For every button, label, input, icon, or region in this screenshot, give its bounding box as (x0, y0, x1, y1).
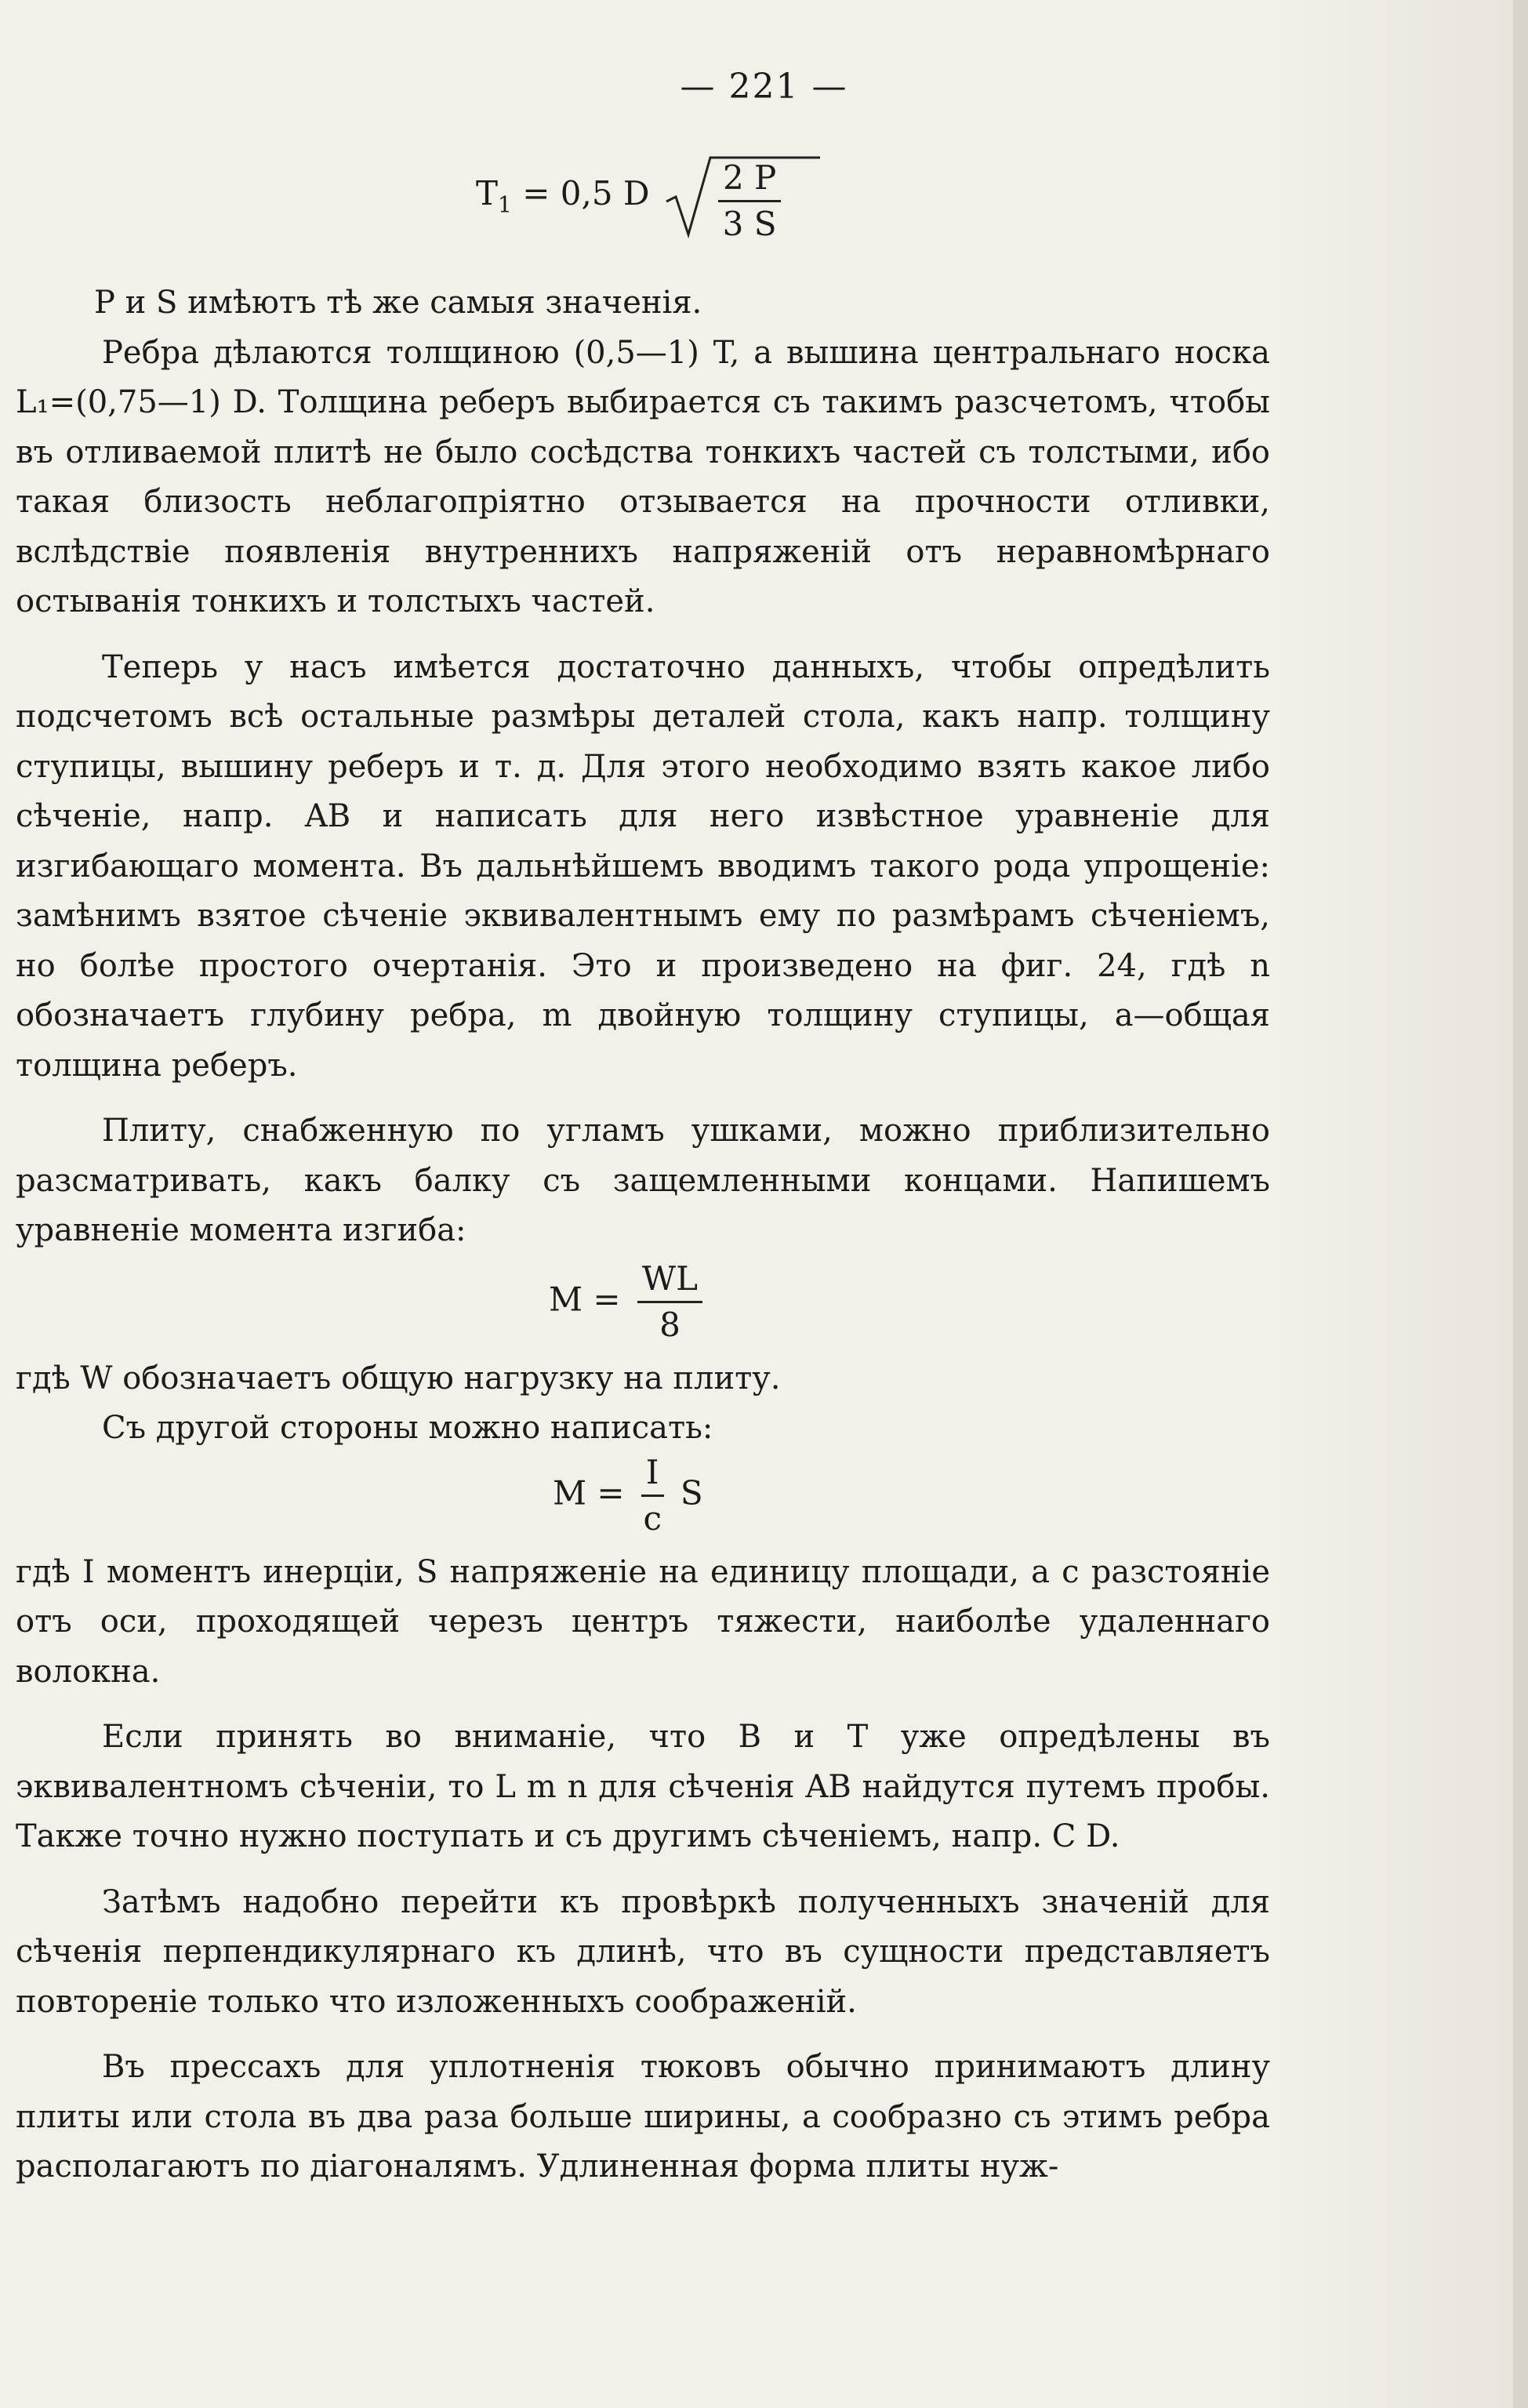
formula-m1-fraction (637, 1260, 702, 1344)
paragraph-10: Въ прессахъ для уплотненія тюковъ обычно принимаютъ длину плиты или стола въ два раза больше ширины, а сообразно съ этимъ ребра располагаютъ по діагоналямъ. Удлиненная форма плиты нуж- (16, 2049, 1270, 2185)
paragraph-2: Ребра дѣлаются толщиною (0,5—1) T, а вышина центральнаго носка L₁=(0,75—1) D. Толщина реберъ выбирается съ такимъ разсчетомъ, чтобы въ отливаемой плитѣ не было сосѣдства тонкихъ частей съ толстыми, ибо такая близость неблагопріятно отзывается на прочности отливки, вслѣдствіе появленія внутреннихъ напряженій отъ неравномѣрнаго остыванія тонкихъ и толстыхъ частей. (16, 334, 1270, 619)
formula-t1-eq: = 0,5 D (522, 174, 650, 212)
formula-t1-fraction (718, 159, 781, 243)
page-bleed-margin (1270, 0, 1528, 2408)
formula-m2 (16, 1454, 1270, 1548)
square-root (665, 153, 822, 243)
paragraph-8: Если принять во вниманіе, что B и T уже опредѣлены въ эквивалентномъ сѣченіи, то L m n для сѣченія AB найдутся путемъ пробы. Также точно нужно поступать и съ другимъ сѣченіемъ, напр. C D. (16, 1719, 1270, 1854)
formula-m1-numerator: WL (637, 1260, 702, 1303)
formula-t1-numerator: 2 P (718, 159, 781, 202)
paragraph-4: Плиту, снабженную по угламъ ушками, можно приблизительно разсматривать, какъ балку съ защемленными концами. Напишемъ уравненіе момента изгиба: (16, 1113, 1270, 1248)
text-body (16, 278, 1270, 2192)
formula-t1-sub: 1 (498, 191, 512, 218)
paragraph-6: Съ другой стороны можно написать: (102, 1410, 713, 1446)
formula-m2-rhs: S (680, 1473, 703, 1512)
formula-t1-denominator: 3 S (722, 205, 777, 243)
page-number: — 221 — (680, 67, 848, 107)
formula-t1-lhs: T (476, 174, 499, 212)
paragraph-9: Затѣмъ надобно перейти къ провѣркѣ полученныхъ значеній для сѣченія перпендикулярнаго къ длинѣ, что въ сущности представляетъ повтореніе только что изложенныхъ соображеній. (16, 1883, 1270, 2020)
formula-m2-lhs: M = (553, 1473, 625, 1512)
formula-m1-lhs: M = (549, 1280, 621, 1318)
formula-m1 (16, 1256, 1270, 1354)
formula-m1-denominator: 8 (659, 1305, 681, 1344)
formula-t1 (476, 153, 822, 243)
paragraph-5: гдѣ W обозначаетъ общую нагрузку на плиту. (16, 1360, 781, 1396)
formula-m2-denominator: c (643, 1498, 662, 1538)
paragraph-3: Теперь у насъ имѣется достаточно данныхъ, чтобы опредѣлить подсчетомъ всѣ остальные размѣры деталей стола, какъ напр. толщину ступицы, вышину реберъ и т. д. Для этого необходимо взять какое либо сѣченіе, напр. AB и написать для него извѣстное уравненіе для изгибающаго момента. Въ дальнѣйшемъ вводимъ такого рода упрощеніе: замѣнимъ взятое сѣченіе эквивалентнымъ ему по размѣрамъ сѣченіемъ, но болѣе простого очертанія. Это и произведено на фиг. 24, гдѣ n обозначаетъ глубину ребра, m двойную толщину ступицы, a—общая толщина реберъ. (16, 648, 1270, 1084)
formula-m2-numerator: I (641, 1454, 664, 1497)
paragraph-7: гдѣ I моментъ инерціи, S напряженіе на единицу площади, а c разстояніе отъ оси, проходящей черезъ центръ тяжести, наиболѣе удаленнаго волокна. (16, 1553, 1270, 1690)
paragraph-1: P и S имѣютъ тѣ же самыя значенія. (94, 285, 702, 321)
formula-m2-fraction (641, 1454, 664, 1538)
page-edge (1513, 0, 1528, 2408)
